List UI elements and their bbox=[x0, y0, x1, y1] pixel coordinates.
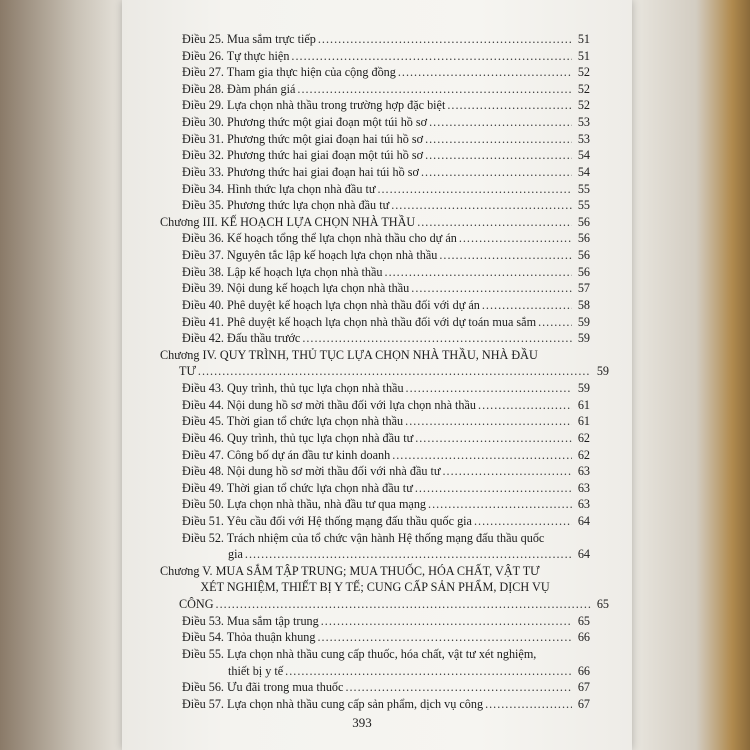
toc-entry bbox=[160, 31, 590, 47]
toc-entry-label: Điều 43. Quy trình, thủ tục lựa chọn nhà thầu bbox=[182, 381, 404, 396]
toc-entry-page: 53 bbox=[577, 131, 590, 146]
toc-entry bbox=[160, 297, 590, 313]
toc-entry bbox=[160, 230, 590, 246]
toc-entry-page: 51 bbox=[577, 32, 590, 46]
background-right bbox=[630, 0, 750, 750]
toc-entry-page: 54 bbox=[577, 148, 590, 163]
toc-entry-label: thiết bị y tế bbox=[228, 663, 284, 678]
dot-leader bbox=[474, 513, 572, 529]
toc-entry-label: Điều 27. Tham gia thực hiện của cộng đồng bbox=[182, 65, 396, 80]
dot-leader bbox=[392, 447, 572, 463]
toc-entry-label: Điều 42. Đấu thầu trước bbox=[182, 331, 301, 346]
toc-entry-page: 65 bbox=[596, 597, 609, 612]
toc-entry bbox=[160, 280, 590, 296]
toc-entry-label: Điều 45. Thời gian tổ chức lựa chọn nhà thầu bbox=[182, 414, 404, 429]
toc-entry bbox=[160, 646, 590, 662]
toc-entry bbox=[160, 596, 609, 612]
toc-entry-label: Điều 54. Thỏa thuận khung bbox=[182, 630, 316, 645]
toc-entry bbox=[160, 330, 590, 346]
toc-entry bbox=[160, 679, 590, 695]
toc-entry-label: Điều 33. Phương thức hai giai đoạn hai túi hồ sơ bbox=[182, 164, 419, 179]
toc-entry-label: Điều 25. Mua sắm trực tiếp bbox=[182, 32, 316, 46]
toc-entry-page: 63 bbox=[577, 480, 590, 495]
toc-entry-page: 67 bbox=[577, 680, 590, 695]
toc-entry bbox=[160, 413, 590, 429]
toc-entry-label: Điều 29. Lựa chọn nhà thầu trong trường hợp đặc biệt bbox=[182, 98, 446, 113]
dot-leader bbox=[485, 696, 572, 712]
dot-leader bbox=[377, 181, 572, 197]
dot-leader bbox=[459, 230, 572, 246]
toc-entry bbox=[160, 81, 590, 97]
toc-entry-label: Điều 48. Nội dung hồ sơ mời thầu đối với nhà đầu tư bbox=[182, 464, 441, 479]
dot-leader bbox=[345, 679, 572, 695]
toc-entry-page: 52 bbox=[577, 98, 590, 113]
toc-entry bbox=[160, 131, 590, 147]
background-left bbox=[0, 0, 128, 750]
toc-entry-label: Điều 31. Phương thức một giai đoạn hai túi hồ sơ bbox=[182, 131, 424, 146]
toc-entry bbox=[160, 164, 590, 180]
toc-entry bbox=[160, 629, 590, 645]
toc-entry-label: Điều 53. Mua sắm tập trung bbox=[182, 613, 319, 628]
toc-entry-page: 66 bbox=[577, 630, 590, 645]
dot-leader bbox=[398, 64, 572, 80]
toc-entry-label: Điều 28. Đàm phán giá bbox=[182, 81, 296, 96]
toc-entry bbox=[160, 463, 590, 479]
dot-leader bbox=[439, 247, 572, 263]
toc-entry bbox=[160, 613, 590, 629]
toc-entry-page: 56 bbox=[577, 264, 590, 279]
toc-entry bbox=[160, 114, 590, 130]
toc-entry-label: Điều 34. Hình thức lựa chọn nhà đầu tư bbox=[182, 181, 376, 196]
toc-entry-label: Điều 44. Nội dung hồ sơ mời thầu đối với lựa chọn nhà thầu bbox=[182, 397, 477, 412]
toc-entry-page: 55 bbox=[577, 181, 590, 196]
toc-entry-label: Điều 36. Kế hoạch tổng thể lựa chọn nhà thầu cho dự án bbox=[182, 231, 457, 246]
toc-entry-label: Điều 40. Phê duyệt kế hoạch lựa chọn nhà thầu đối với dự án bbox=[182, 297, 480, 312]
dot-leader bbox=[443, 463, 573, 479]
dot-leader bbox=[417, 214, 572, 230]
toc-entry-label: Điều 32. Phương thức hai giai đoạn một túi hồ sơ bbox=[182, 148, 424, 163]
toc-entry-page: 57 bbox=[577, 281, 590, 296]
dot-leader bbox=[321, 613, 572, 629]
toc-entry-label: CÔNG bbox=[179, 597, 214, 612]
toc-entry-page: 56 bbox=[577, 231, 590, 246]
toc-entry-label: Điều 57. Lựa chọn nhà thầu cung cấp sản phẩm, dịch vụ công bbox=[182, 696, 484, 711]
toc-entry-label: Điều 55. Lựa chọn nhà thầu cung cấp thuốc, hóa chất, vật tư xét nghiệm, bbox=[182, 646, 537, 661]
toc-entry-page: 53 bbox=[577, 115, 590, 130]
toc-entry bbox=[160, 97, 590, 113]
toc-entry-label: Chương III. KẾ HOẠCH LỰA CHỌN NHÀ THẦU bbox=[160, 214, 416, 229]
toc-entry-label: TƯ bbox=[179, 364, 196, 379]
toc-entry-page: 59 bbox=[596, 364, 609, 379]
dot-leader bbox=[411, 280, 572, 296]
dot-leader bbox=[302, 330, 572, 346]
toc-entry bbox=[160, 397, 590, 413]
toc-entry-page: 62 bbox=[577, 447, 590, 462]
toc-entry-label: Điều 50. Lựa chọn nhà thầu, nhà đầu tư qua mạng bbox=[182, 497, 427, 512]
dot-leader bbox=[538, 314, 572, 330]
toc-entry bbox=[160, 513, 590, 529]
toc-entry bbox=[160, 147, 590, 163]
toc-entry-page: 52 bbox=[577, 65, 590, 80]
toc-entry-page: 63 bbox=[577, 464, 590, 479]
toc-entry-page: 62 bbox=[577, 430, 590, 445]
dot-leader bbox=[425, 131, 572, 147]
dot-leader bbox=[429, 114, 572, 130]
toc-entry bbox=[160, 563, 590, 579]
toc-entry-page: 59 bbox=[577, 314, 590, 329]
toc-entry bbox=[160, 247, 590, 263]
dot-leader bbox=[415, 430, 572, 446]
toc-entry bbox=[160, 64, 590, 80]
toc-entry-page: 56 bbox=[577, 214, 590, 229]
toc-entry-label: Điều 51. Yêu cầu đối với Hệ thống mạng đấu thầu quốc gia bbox=[182, 513, 472, 528]
toc-entry bbox=[160, 314, 590, 330]
toc-entry-page: 58 bbox=[577, 297, 590, 312]
toc-entry-page: 61 bbox=[577, 414, 590, 429]
toc-entry bbox=[160, 363, 609, 379]
dot-leader bbox=[297, 81, 572, 97]
dot-leader bbox=[421, 164, 572, 180]
dot-leader bbox=[428, 496, 572, 512]
dot-leader bbox=[385, 264, 572, 280]
dot-leader bbox=[482, 297, 572, 313]
toc-entry bbox=[160, 181, 590, 197]
dot-leader bbox=[405, 413, 572, 429]
toc-entry-label: XÉT NGHIỆM, THIẾT BỊ Y TẾ; CUNG CẤP SẢN PHẨM, DỊCH VỤ bbox=[200, 580, 550, 595]
dot-leader bbox=[478, 397, 572, 413]
toc-entry-label: gia bbox=[228, 547, 243, 562]
toc-entry-label: Điều 47. Công bố dự án đầu tư kinh doanh bbox=[182, 447, 391, 462]
dot-leader bbox=[291, 48, 572, 64]
toc-entry-label: Điều 52. Trách nhiệm của tổ chức vận hành Hệ thống mạng đấu thầu quốc bbox=[182, 530, 545, 545]
toc-entry-page: 64 bbox=[577, 513, 590, 528]
toc-entry-page: 54 bbox=[577, 164, 590, 179]
dot-leader bbox=[317, 629, 572, 645]
toc-entry-label: Điều 26. Tự thực hiện bbox=[182, 48, 290, 63]
toc-entry-label: Điều 56. Ưu đãi trong mua thuốc bbox=[182, 680, 344, 695]
toc-entry bbox=[160, 480, 590, 496]
toc-entry-label: Điều 30. Phương thức một giai đoạn một túi hồ sơ bbox=[182, 115, 428, 130]
toc-entry bbox=[160, 347, 590, 363]
toc-entry-label: Điều 35. Phương thức lựa chọn nhà đầu tư bbox=[182, 198, 390, 213]
toc-entry-page: 63 bbox=[577, 497, 590, 512]
dot-leader bbox=[425, 147, 572, 163]
toc-entry-page: 66 bbox=[577, 663, 590, 678]
toc-entry bbox=[160, 48, 590, 64]
toc-entry-page: 55 bbox=[577, 198, 590, 213]
page-number: 393 bbox=[352, 715, 372, 730]
dot-leader bbox=[447, 97, 572, 113]
toc-entry-label: Điều 39. Nội dung kế hoạch lựa chọn nhà thầu bbox=[182, 281, 410, 296]
toc-entry-page: 67 bbox=[577, 696, 590, 711]
dot-leader bbox=[406, 380, 572, 396]
dot-leader bbox=[415, 480, 572, 496]
toc-entry bbox=[160, 696, 590, 712]
toc-entry-label: Chương IV. QUY TRÌNH, THỦ TỤC LỰA CHỌN NHÀ THẦU, NHÀ ĐẦU bbox=[160, 347, 538, 362]
toc-entry-page: 59 bbox=[577, 331, 590, 346]
toc-entry-page: 52 bbox=[577, 81, 590, 96]
toc-entry-page: 64 bbox=[577, 547, 590, 562]
dot-leader bbox=[245, 546, 572, 562]
toc-entry bbox=[160, 430, 590, 446]
toc-entry bbox=[160, 380, 590, 396]
toc-entry bbox=[160, 546, 590, 562]
toc-entry bbox=[160, 530, 590, 546]
toc-entry-page: 56 bbox=[577, 248, 590, 263]
dot-leader bbox=[198, 363, 591, 379]
toc-entry-page: 65 bbox=[577, 613, 590, 628]
toc-entry-page: 61 bbox=[577, 397, 590, 412]
toc-entry bbox=[160, 663, 590, 679]
toc-entry bbox=[160, 214, 590, 230]
dot-leader bbox=[285, 663, 572, 679]
toc-entry bbox=[160, 447, 590, 463]
toc-entry-label: Điều 37. Nguyên tắc lập kế hoạch lựa chọn nhà thầu bbox=[182, 248, 438, 263]
toc-entry bbox=[160, 496, 590, 512]
toc-entry-label: Điều 49. Thời gian tổ chức lựa chọn nhà đầu tư bbox=[182, 480, 413, 495]
toc-entry bbox=[160, 579, 590, 595]
toc-entry-page: 59 bbox=[577, 381, 590, 396]
toc-entry-label: Điều 46. Quy trình, thủ tục lựa chọn nhà đầu tư bbox=[182, 430, 414, 445]
toc-entry-page: 51 bbox=[577, 48, 590, 63]
toc-entry bbox=[160, 197, 590, 213]
toc-entry-label: Điều 38. Lập kế hoạch lựa chọn nhà thầu bbox=[182, 264, 383, 279]
toc-entry-label: Chương V. MUA SẮM TẬP TRUNG; MUA THUỐC, HÓA CHẤT, VẬT TƯ bbox=[160, 563, 540, 578]
toc-entry bbox=[160, 264, 590, 280]
dot-leader bbox=[318, 31, 572, 47]
dot-leader bbox=[216, 596, 591, 612]
toc-entry-label: Điều 41. Phê duyệt kế hoạch lựa chọn nhà thầu đối với dự toán mua sắm bbox=[182, 314, 537, 329]
dot-leader bbox=[391, 197, 572, 213]
